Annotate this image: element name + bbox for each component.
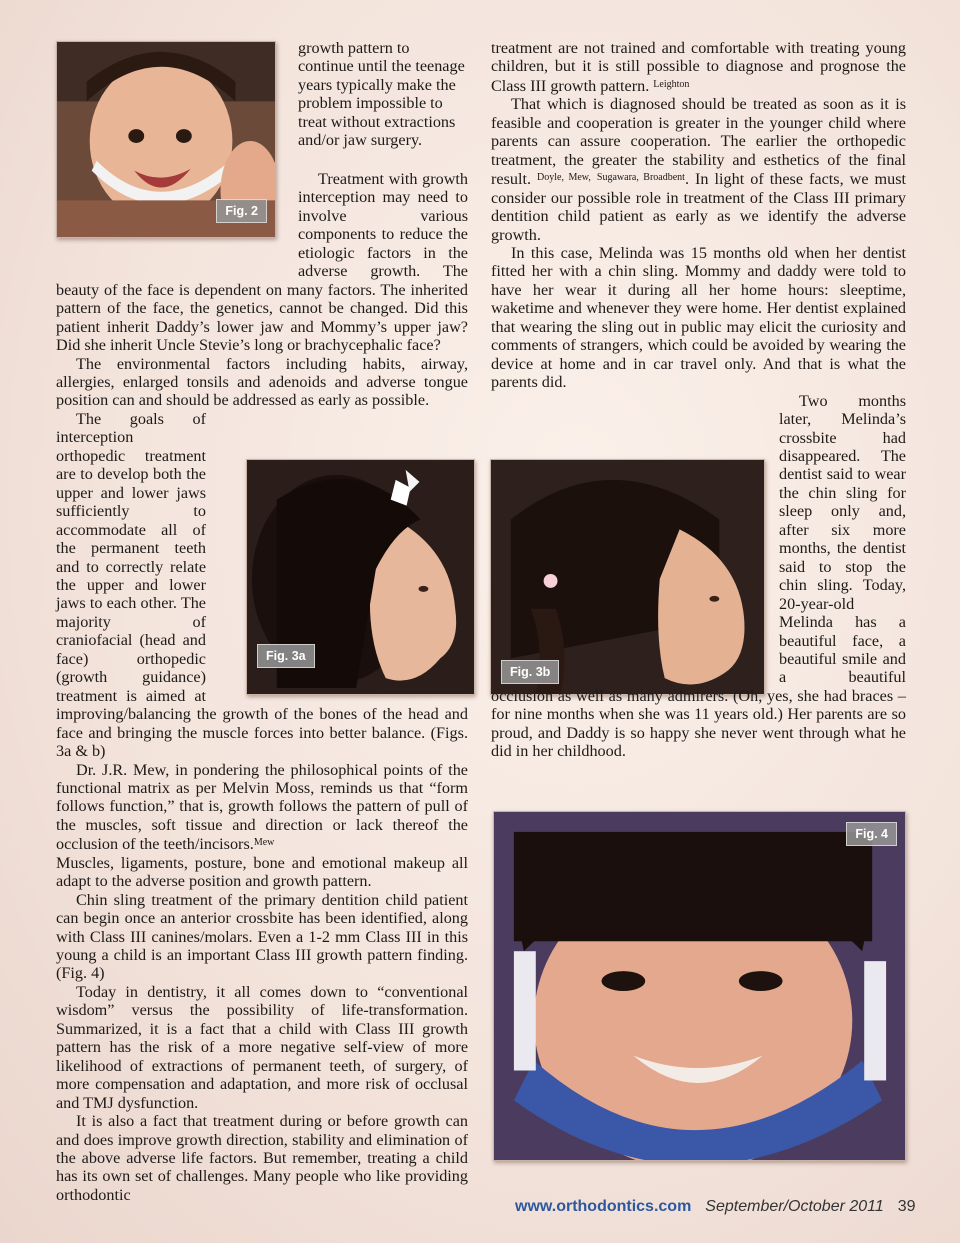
footer-issue: September/October 2011 — [705, 1198, 884, 1215]
paragraph-two-months-later: Two months later, Melinda’s crossbite had disappeared. The dentist said to wear the chin sling for sleep only and, after six more months, the dentist said to stop the chin sling. Today, 20-year-old Melinda has a beautiful face, a beautiful smile and a beautiful occlusion as well as many admirers. (Oh, yes, she had braces – for nine months when she was 11 years old.) Her parents are so proud, and Daddy is so happy she never went through what he did in her childhood. — [491, 391, 906, 761]
paragraph-muscles: Muscles, ligaments, posture, bone and emotional makeup all adapt to the adverse position and growth pattern. — [56, 853, 468, 891]
paragraph-diagnosed — [491, 95, 906, 244]
paragraph-treatment-interception: Treatment with growth interception may need to involve various components to reduce the etiologic factors in the adverse growth. The beauty of the face is dependent on many factors. The inherited pattern of the face, the genetics, cannot be changed. Did this patient inherit Daddy’s lower jaw and Mommy’s upper jaw? Did she inherit Uncle Stevie’s long or brachycephalic face? — [56, 170, 468, 355]
paragraph-not-trained — [491, 39, 906, 95]
doyle-reference: Doyle, Mew, — [537, 172, 591, 184]
paragraph-not-trained-text: treatment are not trained and comfortable with treating young children, but it is still possible to diagnose and prognose the Class III growth pattern. — [491, 39, 906, 95]
paragraph-mew-text: Dr. J.R. Mew, in pondering the philosophical points of the functional matrix as per Melvin Moss, reminds us that “form follows function,” that is, growth follows the pattern of pull of the muscles, soft tissue and direction or lack thereof the occlusion of the teeth/incisors. — [56, 760, 468, 854]
figure-3a-label: Fig. 3a — [257, 644, 315, 668]
paragraph-growth-pattern: growth pattern to continue until the teenage years typically make the problem impossible to treat without extractions and/or jaw surgery. — [298, 39, 465, 150]
figure-3b-label: Fig. 3b — [501, 660, 559, 684]
figure-2-label: Fig. 2 — [216, 199, 267, 223]
right-column-text — [491, 39, 906, 761]
paragraph-conventional-wisdom: Today in dentistry, it all comes down to “conventional wisdom” versus the possibility of life-transformation. Summarized, it is a fact that a child with Class III growth pattern has the risk of a more negative self-view of more likelihood of extractions of permanent teeth, of surgery, of more compensation and adaptation, and more risk of occlusal and TMJ dysfunction. — [56, 982, 468, 1112]
paragraph-mew — [56, 761, 468, 854]
paragraph-diagnosed-continued: . In light of these facts, we must consider our possible role in treatment of the Class III primary dentition child patient as early as we identify the adverse growth. — [491, 170, 907, 244]
sugawara-reference: Sugawara, Broadbent — [596, 172, 685, 184]
mew-reference: Mew — [253, 837, 275, 849]
paragraph-chin-sling: Chin sling treatment of the primary dentition child patient can begin once an anterior crossbite has been identified, along with Class III canines/molars. Even a 1-2 mm Class III in this young a child is an important Class III growth pattern finding. (Fig. 4) — [56, 890, 468, 983]
leighton-reference: Leighton — [653, 78, 690, 90]
figure-4-label: Fig. 4 — [846, 822, 897, 846]
paragraph-treatment-fact: It is also a fact that treatment during or before growth can and does improve growth direction, stability and elimination of the above adverse life factors. But remember, treating a child has its own set of challenges. Many people who like providing orthodontic — [56, 1112, 468, 1204]
page-footer — [515, 1198, 916, 1216]
paragraph-environmental-factors: The environmental factors including habits, airway, allergies, enlarged tonsils and adenoids and adverse tongue position can and should be addressed as early as possible. — [56, 354, 468, 410]
left-column-top — [298, 39, 468, 150]
paragraph-diagnosed-text: That which is diagnosed should be treated as soon as it is feasible and cooperation is greater in the younger child where parents can assure cooperation. The earlier the orthopedic treatment, the greater the stability and esthetics of the final result. — [491, 95, 906, 189]
paragraph-melinda-case: In this case, Melinda was 15 months old when her dentist fitted her with a chin sling. Mommy and daddy were told to have her wear it during all her home hours: sleeptime, waketime and whenever they were home. Her dentist explained that wearing the sling out in public may elicit the curiosity and comments of strangers, which could be avoided by wearing the device at home and in car travel only. And that is what the parents did. — [491, 243, 906, 392]
footer-url[interactable]: www.orthodontics.com — [515, 1198, 692, 1215]
paragraph-goals: The goals of interception orthopedic treatment are to develop both the upper and lower jaws sufficiently to accommodate all of the permanent teeth and to correctly relate the upper and lower jaws to each other. The majority of craniofacial (head and face) orthopedic (growth guidance) treatment is aimed at improving/balancing the growth of the bones of the head and face and bringing the muscle forces into better balance. (Figs. 3a & b) — [56, 409, 468, 761]
figure-4-photo — [493, 811, 906, 1161]
left-column-text — [56, 170, 468, 1204]
page-number: 39 — [897, 1198, 916, 1215]
